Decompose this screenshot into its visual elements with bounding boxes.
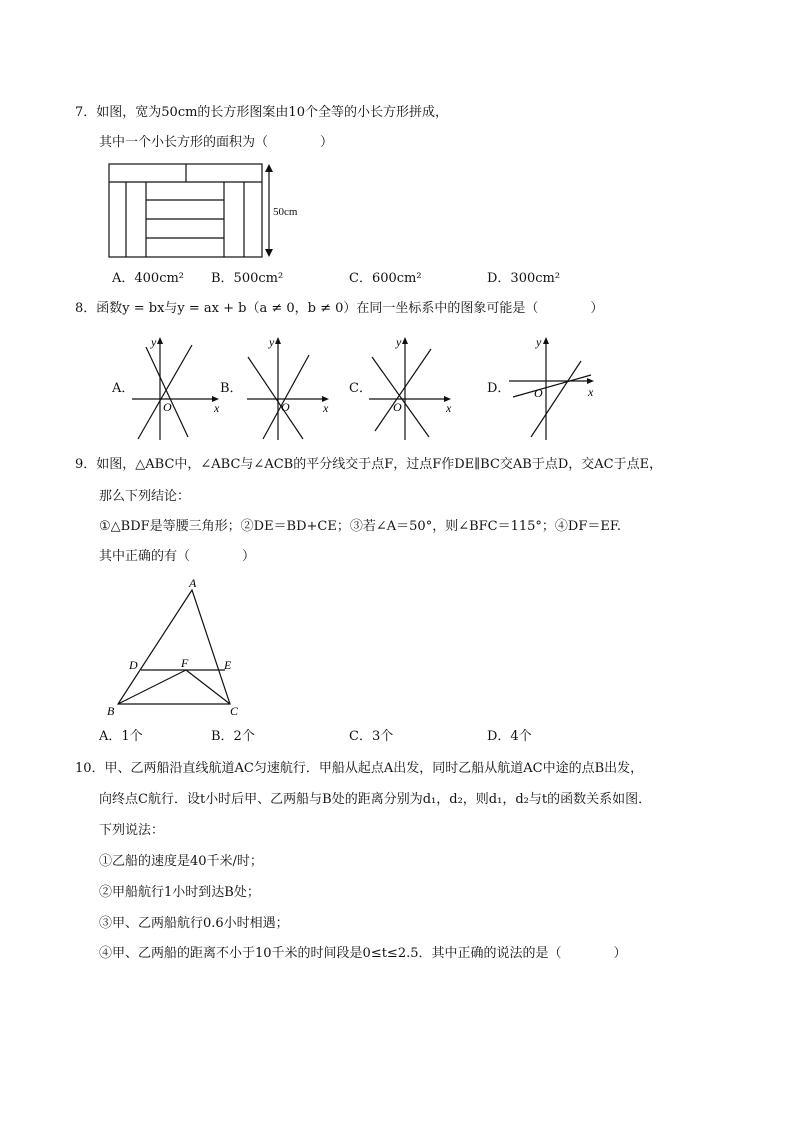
- q8-graph-a: [130, 335, 230, 445]
- q10-statement-4: ④甲、乙两船的距离不小于10千米的时间段是0≤t≤2.5．其中正确的说法的是（ ）: [99, 946, 627, 961]
- q9-stem-line3: ①△BDF是等腰三角形；②DE＝BD+CE；③若∠A＝50°，则∠BFC＝115°；④DF＝EF.: [99, 519, 621, 534]
- q9-label-c: C: [230, 704, 239, 718]
- q9-option-c[interactable]: C．3个: [349, 729, 394, 744]
- q8-graph-a-y-label: y: [151, 335, 157, 349]
- q10-stem-line2: 向终点C航行．设t小时后甲、乙两船与B处的距离分别为d₁，d₂，则d₁，d₂与t的函数关系如图．: [99, 792, 652, 807]
- q9-segment-cf: [186, 670, 230, 704]
- q8-graph-a-line-1: [138, 345, 192, 439]
- q7-option-d[interactable]: D．300cm²: [487, 271, 561, 286]
- q8-option-c[interactable]: C．: [349, 381, 372, 396]
- q8-graph-b-x-label: x: [323, 401, 329, 415]
- q9-option-d[interactable]: D．4个: [487, 729, 532, 744]
- q8-graph-b-line-1: [248, 357, 303, 439]
- q8-graph-d-origin: O: [534, 386, 543, 400]
- q9-triangle-figure: [100, 574, 260, 724]
- q8-option-b[interactable]: B．: [220, 381, 243, 396]
- q9-triangle-abc: [118, 590, 230, 704]
- q9-label-b: B: [107, 704, 115, 718]
- q8-option-d[interactable]: D．: [487, 381, 511, 396]
- q8-graph-c-line-1: [372, 357, 429, 437]
- q8-graph-a-line-2: [146, 347, 188, 437]
- q10-stem-line3: 下列说法：: [99, 823, 165, 838]
- q7-option-a[interactable]: A．400cm²: [112, 271, 185, 286]
- q9-stem-line2: 那么下列结论：: [99, 489, 191, 504]
- q10-statement-1: ①乙船的速度是40千米/时；: [99, 854, 263, 869]
- q9-label-e: E: [224, 658, 232, 672]
- q9-segment-bf: [118, 670, 186, 704]
- q8-graph-b-origin: O: [281, 400, 290, 414]
- q8-graph-a-origin: O: [163, 400, 172, 414]
- q10-statement-2: ②甲船航行1小时到达B处；: [99, 885, 260, 900]
- q8-option-a[interactable]: A．: [112, 381, 135, 396]
- q8-graph-d-line-1: [513, 375, 591, 397]
- q8-graph-d: [505, 335, 605, 445]
- q7-option-b[interactable]: B．500cm²: [211, 271, 284, 286]
- q8-graph-a-x-label: x: [214, 401, 220, 415]
- q9-option-a[interactable]: A．1个: [99, 729, 143, 744]
- q8-graph-c-y-label: y: [396, 335, 402, 349]
- q8-graph-b-line-2: [263, 355, 309, 439]
- q7-stem-line1: 7．如图，宽为50cm的长方形图案由10个全等的小长方形拼成，: [75, 105, 448, 120]
- q7-dimension-label: 50cm: [273, 206, 298, 218]
- q8-graph-d-y-label: y: [536, 335, 542, 349]
- q9-label-a: A: [189, 576, 197, 590]
- q8-graph-b-y-label: y: [269, 335, 275, 349]
- q9-option-b[interactable]: B．2个: [211, 729, 255, 744]
- q8-graph-d-x-label: x: [588, 385, 594, 399]
- q8-stem: 8．函数y = bx与y = ax + b（a ≠ 0，b ≠ 0）在同一坐标系中的图象可能是（ ）: [75, 301, 604, 316]
- q8-graph-c-x-label: x: [446, 401, 452, 415]
- q8-graph-c-line-2: [375, 349, 431, 431]
- q10-statement-3: ③甲、乙两船航行0.6小时相遇；: [99, 916, 289, 931]
- q9-stem-line1: 9．如图，△ABC中，∠ABC与∠ACB的平分线交于点F，过点F作DE∥BC交AB于点D，交AC于点E，: [75, 457, 663, 472]
- q9-stem-line4: 其中正确的有（ ）: [99, 549, 256, 564]
- q7-stem-line2: 其中一个小长方形的面积为（ ）: [99, 135, 334, 150]
- q8-graph-c-origin: O: [393, 400, 402, 414]
- q9-label-d: D: [129, 658, 138, 672]
- q10-stem-line1: 10．甲、乙两船沿直线航道AC匀速航行．甲船从起点A出发，同时乙船从航道AC中途的点B出发，: [75, 761, 644, 776]
- q8-graph-b: [245, 335, 345, 445]
- q7-rectangle-figure: [104, 162, 314, 262]
- q8-graph-c: [367, 335, 467, 445]
- q9-label-f: F: [181, 656, 189, 670]
- q7-option-c[interactable]: C．600cm²: [349, 271, 422, 286]
